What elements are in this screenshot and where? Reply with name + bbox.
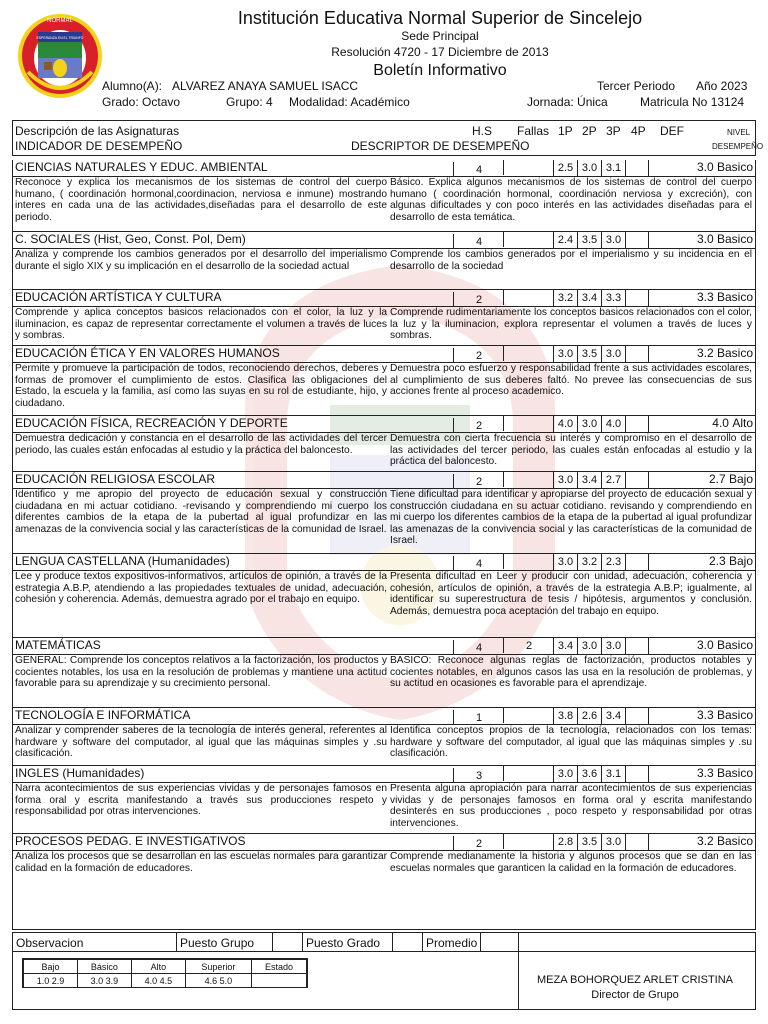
subject-fallas: [503, 472, 554, 487]
subject-grades: [553, 160, 649, 176]
indicator-text: Analiza y comprende los cambios generados por el desarrollo del imperialismo durante el siglo XIX y su implicación en el desarrollo de la sociedad actual: [15, 249, 387, 272]
subject-def: 3.2: [696, 834, 714, 848]
student-label: Alumno(A):: [102, 79, 163, 93]
subject-def: 3.3: [696, 290, 714, 304]
subject-level: Bajo: [728, 554, 753, 568]
descriptor-text: Básico. Explica algunos mecanismos de los sistemas de control del cuerpo humano ( coordinación hormonal, coordinación nerviosa y excreción), con algunas dificultades y con poco interés en las actividades diseñadas para el desarrollo de esta temática.: [390, 177, 752, 223]
subject-level: Bajo: [728, 472, 753, 486]
grade-2p: 3.2: [577, 554, 601, 570]
grade-3p: 3.0: [601, 346, 625, 362]
grade-3p: 3.4: [601, 708, 625, 724]
subject-grades: [553, 638, 649, 654]
subject-name: EDUCACIÓN ÉTICA Y EN VALORES HUMANOS: [15, 346, 280, 360]
col-indicator: INDICADOR DE DESEMPEÑO: [15, 139, 183, 153]
puesto-grado-label: Puesto Grado: [306, 936, 381, 950]
grade-1p: 3.0: [553, 472, 577, 488]
indicator-text: Permite y promueve la participación de todos, reconociendo derechos, deberes y formas de promover el cumplimiento de estos. Clasifica las obligaciones del Estado, la escuela y la familia, así como las suyas en su rol de estudiante, hijo, y ciudadano.: [15, 363, 387, 409]
grade-2p: 3.5: [577, 346, 601, 362]
subject-level: Basico: [716, 346, 753, 360]
footer-divider: [176, 932, 177, 952]
grade-label: Grado: Octavo: [102, 95, 181, 109]
indicator-text: Identifico y me apropio del proyecto de educación sexual y construcción ciudadana en mi actuar cotidiano. -revisando y comprendiendo mi cuerpo los diferentes cambios de la etapa de la pubertad al igual profundizar en las amenazas de la convivencia social y las características de la comunidad de Israel.: [15, 489, 387, 535]
col-desempeno: DESEMPEÑO: [712, 142, 764, 151]
grade-4p: [625, 472, 649, 488]
subject-def: 4.0: [712, 416, 729, 430]
subject-block-ciencias: [12, 160, 756, 232]
subject-fallas: [503, 834, 554, 849]
shift-label: Jornada: Única: [527, 95, 608, 109]
subject-block-etica: [12, 346, 756, 416]
scale-estado: Estado: [252, 960, 307, 974]
subject-name: CIENCIAS NATURALES Y EDUC. AMBIENTAL: [15, 160, 268, 174]
indicator-text: Analiza los procesos que se desarrollan en las escuelas normales para garantizar calidad en la formación de educadores.: [15, 851, 387, 874]
scale-range-estado: [252, 974, 307, 988]
scale-range-basico: 3.0 3.9: [77, 974, 131, 988]
descriptor-text: Identifica conceptos propios de la tecnología, relacionados con los temas: hardware y software del computador, al igual que las máquinas simples y .su clasificación.: [390, 725, 752, 760]
subject-block-religiosa: [12, 472, 756, 554]
subject-fallas: 2: [503, 638, 554, 653]
grade-1p: 3.0: [553, 346, 577, 362]
subject-grades: [553, 708, 649, 724]
grade-2p: 3.4: [577, 472, 601, 488]
subject-name: LENGUA CASTELLANA (Humanidades): [15, 554, 230, 568]
subject-fallas: [503, 160, 554, 175]
subject-hs: 4: [453, 640, 504, 655]
subject-level: Alto: [732, 416, 753, 430]
descriptor-text: Comprende los cambios generados por el imperialismo y su incidencia en el desarrollo de la sociedad: [390, 249, 752, 272]
subject-def: 3.0: [696, 160, 714, 174]
logo-motto: ESPERANZA EN EL TRIUNFO: [36, 36, 84, 40]
grade-4p: [625, 232, 649, 248]
indicator-text: Lee y produce textos expositivos-informativos, artículos de opinión, a través de la estrategia A.B.P, atendiendo a las propiedades textuales de unidad, adecuación, cohesión y coherencia. Además, demuestra agrado por el trabajo en equipo.: [15, 571, 387, 606]
grade-3p: 3.1: [601, 766, 625, 782]
subject-fallas: [503, 766, 554, 781]
subject-name: INGLES (Humanidades): [15, 766, 145, 780]
grade-3p: 3.1: [601, 160, 625, 176]
descriptor-text: Presenta dificultad en Leer y producir con unidad, adecuación, coherencia y cohesión, artículos de opinión, a través de la estrategia A.B.P; igualmente, al identificar su superestructura de tesis / hipótesis, argumentos y conclusión. Además, demuestra poca aceptación del trabajo en equipo.: [390, 571, 752, 617]
subject-hs: 2: [453, 292, 504, 307]
grade-4p: [625, 638, 649, 654]
descriptor-text: Comprende medianamente la historia y algunos procesos que se dan en las escuelas normales que garanticen la calidad en la formación de educadores.: [390, 851, 752, 874]
grade-4p: [625, 346, 649, 362]
subject-hs: 1: [453, 710, 504, 725]
subject-name: MATEMÁTICAS: [15, 638, 101, 652]
indicator-text: Narra acontecimientos de sus experiencias vividas y de personajes famosos en forma oral y escrita manifestando a través sus producciones respeto y responsabilidad por otras intervenciones.: [15, 783, 387, 818]
footer-divider: [392, 932, 393, 952]
grade-1p: 2.5: [553, 160, 577, 176]
grade-4p: [625, 554, 649, 570]
subject-def: 3.3: [696, 766, 714, 780]
subject-grades: [553, 290, 649, 306]
subject-block-procesos: [12, 834, 756, 930]
scale-superior: Superior: [185, 960, 251, 974]
subject-def: 2.7: [708, 472, 726, 486]
subject-name: EDUCACIÓN RELIGIOSA ESCOLAR: [15, 472, 216, 486]
subject-grades: [553, 554, 649, 570]
subject-hs: 2: [453, 348, 504, 363]
subject-hs: 4: [453, 162, 504, 177]
indicator-text: Reconoce y explica los mecanismos de los sistemas de control del cuerpo humano, ( coordinación hormonal,coordinacion, nerviosa e inmune) mostrando interes en cada una de las actividades,diseñadas para el desarrollo de este periodo.: [15, 177, 387, 223]
subject-fallas: [503, 554, 554, 569]
grade-2p: 2.6: [577, 708, 601, 724]
scale-range-alto: 4.0 4.5: [131, 974, 185, 988]
subject-level: Basico: [716, 160, 753, 174]
grade-3p: 3.0: [601, 834, 625, 850]
subject-fallas: [503, 416, 554, 431]
grade-1p: 2.8: [553, 834, 577, 850]
subject-def: 3.0: [696, 638, 714, 652]
grade-4p: [625, 290, 649, 306]
descriptor-text: Presenta alguna apropiación para narrar acontecimientos de sus experiencias vividas y de personajes famosos en forma oral y escrita manifestando desinterés en sus producciones , poco respeto y responsabilidad por otras intervenciones.: [390, 783, 752, 829]
subject-block-castellana: [12, 554, 756, 638]
institution-title: Institución Educativa Normal Superior de Sincelejo: [237, 8, 643, 28]
indicator-text: GENERAL: Comprende los conceptos relativos a la factorización, los productos y cocientes notables, los usa en la resolución de problemas y mantiene una actitud favorable para su aprendizaje y su crecimiento personal.: [15, 655, 387, 690]
subject-def: 2.3: [708, 554, 726, 568]
subject-block-ingles: [12, 766, 756, 834]
subject-hs: 2: [453, 836, 504, 851]
scale-alto: Alto: [131, 960, 185, 974]
subject-block-artistica: [12, 290, 756, 346]
subject-hs: 2: [453, 418, 504, 433]
subject-level: Basico: [716, 290, 753, 304]
col-2p: 2P: [582, 124, 597, 138]
sede-label: Sede Principal: [401, 29, 479, 43]
descriptor-text: Demuestra poco esfuerzo y responsabilidad frente a sus actividades escolares, al cumplimiento de sus deberes faltó. No prevee las consecuencias de sus acciones frente al proceso academico.: [390, 363, 752, 398]
subject-fallas: [503, 290, 554, 305]
grade-4p: [625, 708, 649, 724]
grade-4p: [625, 834, 649, 850]
col-descriptor: DESCRIPTOR DE DESEMPEÑO: [351, 139, 530, 153]
subject-name: PROCESOS PEDAG. E INVESTIGATIVOS: [15, 834, 246, 848]
subject-name: EDUCACIÓN FÍSICA, RECREACIÓN Y DEPORTE: [15, 416, 288, 430]
grade-3p: 4.0: [601, 416, 625, 432]
footer-divider: [302, 932, 303, 952]
subject-block-fisica: [12, 416, 756, 472]
subject-level: Basico: [716, 638, 753, 652]
grade-1p: 3.8: [553, 708, 577, 724]
subject-name: EDUCACIÓN ARTÍSTICA Y CULTURA: [15, 290, 222, 304]
col-3p: 3P: [606, 124, 621, 138]
grade-2p: 3.5: [577, 834, 601, 850]
subject-name: C. SOCIALES (Hist, Geo, Const. Pol, Dem): [15, 232, 246, 246]
grade-1p: 3.0: [553, 554, 577, 570]
subject-def: 3.0: [696, 232, 714, 246]
subject-hs: 2: [453, 474, 504, 489]
subject-grades: [553, 766, 649, 782]
footer-divider: [480, 932, 481, 952]
grade-2p: 3.0: [577, 638, 601, 654]
subject-hs: 4: [453, 234, 504, 249]
subject-fallas: [503, 232, 554, 247]
grade-1p: 4.0: [553, 416, 577, 432]
grade-4p: [625, 766, 649, 782]
subject-grades: [553, 416, 649, 432]
descriptor-text: Comprende rudimentariamente los conceptos basicos relacionados con el color, la luz y la iluminacion, explora representar el volumen a través de luces y sombras.: [390, 307, 752, 342]
grade-3p: 3.0: [601, 638, 625, 654]
grade-2p: 3.0: [577, 160, 601, 176]
subject-level: Basico: [716, 232, 753, 246]
subject-grades: [553, 472, 649, 488]
grade-1p: 3.0: [553, 766, 577, 782]
footer-divider: [272, 932, 273, 952]
subject-grades: [553, 834, 649, 850]
col-1p: 1P: [558, 124, 573, 138]
grade-3p: 3.3: [601, 290, 625, 306]
subject-block-sociales: [12, 232, 756, 290]
indicator-text: Comprende y aplica conceptos basicos relacionados con el color, la luz y la iluminacion, es capaz de representar correctamente el volumen a través de luces y sombras.: [15, 307, 387, 342]
descriptor-text: Demuestra con cierta frecuencia su interés y compromiso en el desarrollo de las actividades del tercer periodo, las cuales están enfocadas al estudio y la práctica del baloncesto.: [390, 433, 752, 468]
subject-level: Basico: [716, 766, 753, 780]
col-def: DEF: [660, 124, 684, 138]
descriptor-text: Tiene dificultad para identificar y apropiarse del proyecto de educación sexual y construcción ciudadana en su actuar cotidiano. revisando y comprendiendo en mi cuerpo los diferentes cambios de la etapa de la pubertad al igual profundizar las amenazas de la convivencia social y las características de la comunidad de Israel.: [390, 489, 752, 547]
subject-block-tecnologia: [12, 708, 756, 766]
subject-level: Basico: [716, 708, 753, 722]
student-name: ALVAREZ ANAYA SAMUEL ISACC: [172, 79, 359, 93]
grade-2p: 3.0: [577, 416, 601, 432]
grade-4p: [625, 160, 649, 176]
subject-def: 3.2: [696, 346, 714, 360]
year-label: Año 2023: [696, 79, 748, 93]
grade-2p: 3.4: [577, 290, 601, 306]
indicator-text: Analizar y comprender saberes de la tecnología de interés general, referentes al hardware y software del computador, al igual que las máquinas simples y .su clasificación.: [15, 725, 387, 760]
grade-1p: 2.4: [553, 232, 577, 248]
subject-def: 3.3: [696, 708, 714, 722]
subject-fallas: [503, 346, 554, 361]
grading-scale-table: [22, 958, 308, 988]
modality-label: Modalidad: Académico: [289, 95, 410, 109]
grade-2p: 3.5: [577, 232, 601, 248]
subject-hs: 3: [453, 768, 504, 783]
grade-3p: 2.3: [601, 554, 625, 570]
enrollment-label: Matricula No 13124: [640, 95, 745, 109]
logo-arc-text: NORMAL: [47, 18, 73, 24]
puesto-grupo-label: Puesto Grupo: [180, 936, 255, 950]
grade-1p: 3.2: [553, 290, 577, 306]
col-fallas: Fallas: [517, 124, 550, 138]
indicator-text: Demuestra dedicación y constancia en el desarrollo de las actividades del tercer periodo, las cuales están enfocadas al estudio y la práctica del baloncesto.: [15, 433, 387, 456]
footer-divider: [518, 932, 519, 1010]
grade-2p: 3.6: [577, 766, 601, 782]
school-crest-logo: [16, 12, 104, 100]
subject-name: TECNOLOGÍA E INFORMÁTICA: [15, 708, 191, 722]
descriptor-text: BASICO: Reconoce algunas reglas de factorización, productos notables y cocientes notables, en algunos casos las usa en la resolución de problemas, y su actitud en ocasiones es favorable para el aprendizaje.: [390, 655, 752, 690]
observacion-label: Observacion: [16, 936, 84, 950]
scale-bajo: Bajo: [24, 960, 78, 974]
subject-level: Basico: [716, 834, 753, 848]
grade-3p: 3.0: [601, 232, 625, 248]
grade-4p: [625, 416, 649, 432]
subject-grades: [553, 346, 649, 362]
subject-hs: 4: [453, 556, 504, 571]
scale-basico: Básico: [77, 960, 131, 974]
footer-header-row: [12, 932, 756, 952]
footer-divider: [422, 932, 423, 952]
period-label: Tercer Periodo: [597, 79, 676, 93]
subject-fallas: [503, 708, 554, 723]
col-hs: H.S: [472, 124, 493, 138]
scale-range-bajo: 1.0 2.9: [24, 974, 78, 988]
director-title: Director de Grupo: [591, 989, 679, 1001]
grade-3p: 2.7: [601, 472, 625, 488]
resolution-text: Resolución 4720 - 17 Diciembre de 2013: [331, 45, 549, 59]
group-label: Grupo: 4: [226, 95, 273, 109]
col-nivel: NIVEL: [727, 128, 751, 137]
grade-1p: 3.4: [553, 638, 577, 654]
director-name: MEZA BOHORQUEZ ARLET CRISTINA: [537, 974, 733, 986]
subject-block-matematicas: [12, 638, 756, 708]
col-4p: 4P: [631, 124, 646, 138]
subject-grades: [553, 232, 649, 248]
col-subjects: Descripción de las Asignaturas: [15, 124, 180, 138]
promedio-label: Promedio: [426, 936, 478, 950]
scale-range-superior: 4.6 5.0: [185, 974, 251, 988]
document-title: Boletín Informativo: [373, 62, 507, 79]
